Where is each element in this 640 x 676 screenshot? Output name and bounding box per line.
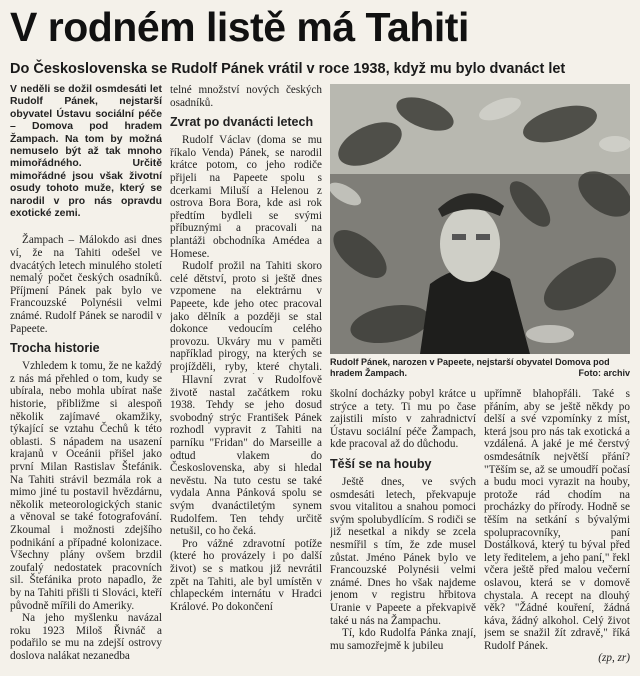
column-4 — [484, 388, 630, 674]
body-paragraph: Pro vážné zdravotní potíže (které ho provázely i po další život) se s matkou již nevrátil zpět na Tahiti, ale byl umístěn v chlapeckém internátu v Hradci Králové. Po dokončení — [170, 537, 322, 613]
caption-text: Rudolf Pánek, narozen v Papeete, nejstarší obyvatel Domova pod hradem Žampach. — [330, 357, 610, 378]
column-1 — [10, 84, 162, 674]
photo-caption — [330, 357, 630, 379]
body-paragraph: Tí, kdo Rudolfa Pánka znají, mu samozřejmě k jubileu — [330, 627, 476, 652]
body-paragraph: Rudolf Václav (doma se mu říkalo Venda) Pánek, se narodil krátce potom, co jeho rodiče přijeli na Papeete spolu s dcerkami Miluší a Helenou z ostrova Bora Bora, kde asi rok předtím bydleli se svými příbuznými a pracovali na plantáži obchodníka Amédea a Homese. — [170, 134, 322, 260]
continued-text: telné množství nových českých osadníků. — [170, 84, 322, 109]
body-paragraph: Hlavní zvrat v Rudolfově životě nastal začátkem roku 1938. Tehdy se jeho dosud svobodný strýc František Pánek rozhodl vypravit z Tahiti na parníku "Fridan" do Marseille a odtud vlakem do Československa, aby si hledal nevěstu. Na tuto cestu se také vydala Anna Pánková spolu se svým dvanáctiletým synem Rudolfem. Ten tehdy určitě netušil, co ho čeká. — [170, 374, 322, 538]
column-2-bottom — [170, 374, 322, 674]
photo-image — [330, 84, 630, 354]
section-heading-mushrooms: Těší se na houby — [330, 456, 432, 471]
section-heading-history: Trocha historie — [10, 341, 100, 356]
continued-text: školní docházky pobyl krátce u strýce a tety. Ti mu po čase zajistili místo v zahradnictví Ústavu sociální péče Žampach, kde pracoval až do důchodu. — [330, 388, 476, 451]
continued-text: upřímně blahopřáli. Také s přáním, aby se ještě někdy po delší a své vzpomínky z míst, která jsou pro nás tak exotická a vzdálená. A jaké je mé čerstvý osmdesátník největší přání? "Těším se, až se umoudří počasí a budu moci vyrazit na houby, protože rád chodím na procházky do přírody. Hodně se těším na setkání s bývalými spolupracovníky, paní Dostálková, který tu býval před lety ředitelem, a jeho paní," řekl včera ještě před malou večerní oslavou, která se v domově chystala. A recept na dlouhý věk? "Žádné kouření, žádná káva, žádný alkohol. Celý život jsem se snažil žít zdravě," říká Rudolf Pánek. — [484, 388, 630, 652]
body-paragraph: Ještě dnes, ve svých osmdesáti letech, překvapuje svou vitalitou a snahou pomoci svým spolubydlícím. S rodiči se již nesetkal a nikdy se zcela nesmířil s tím, že zde musel zůstat. Jméno Pánek bylo ve Francouzské Polynésii velmi známé. Dnes ho však najdeme jenom v registru hřbitova Uranie v Papeete a překvapivě také u nás na Žampachu. — [330, 475, 476, 627]
photo-credit: Foto: archiv — [578, 368, 630, 378]
column-3 — [330, 388, 476, 674]
body-paragraph: Rudolf prožil na Tahiti skoro celé dětství, proto si ještě dnes vzpomene na elektrárnu v Papeete, kde jeho otec pracoval jako dělník a později se stal dokonce vedoucím celého provozu. Ukváry mu v paměti například pirogy, na kterých se projížděli, ryby, které chytali. — [170, 260, 322, 373]
column-2-top — [170, 84, 322, 374]
author-sign: (zp, zr) — [598, 652, 630, 665]
intro-paragraph: Žampach – Málokdo asi dnes ví, že na Tahiti odešel ve dvacátých letech minulého století nemalý počet českých osadníků. Příjmení Pánek pak bylo ve Francouzské Polynésii velmi známé. Rudolf Pánek se narodil v Papeete. — [10, 234, 162, 335]
body-paragraph: Vzhledem k tomu, že ne každý z nás má přehled o tom, kudy se ubírala, nebo mohla ubírat naše historie, přibližme si alespoň několik zajímavé okamžiky, týkající se vztahu Čechů k této oblasti. S nápadem na usazení krajanů v Oceánii přišel jako první Milan Rastislav Štefánik. Na Tahiti strávil bezmála rok a mimo jiné tu postavil hvězdárnu, několik meteorologických stanic a věnoval se také fotografování. Zkoumal i možnosti zdejšího podnikání a případné kolonizace. Všechny plány ovšem brzdil zoufalý nedostatek pracovních sil. Štefánika proto napadlo, že by na Tahiti přišli ti Slováci, kteří původně mířili do Ameriky. — [10, 360, 162, 612]
section-heading-turn: Zvrat po dvanácti letech — [170, 115, 314, 130]
headline: V rodném listě má Tahiti — [10, 4, 469, 50]
lead-paragraph: V neděli se dožil osmdesáti let Rudolf Pánek, nejstarší obyvatel Ústavu sociální péče – Domova pod hradem Žampach. Na tom by možná nemuselo být až tak mnoho mimořádného. Určitě mimořádné jsou však životní osudy tohoto muže, který se narodil v pro nás opravdu exotické zemi. — [10, 84, 162, 220]
portrait-photo — [330, 84, 630, 354]
subheadline: Do Československa se Rudolf Pánek vrátil v roce 1938, když mu bylo dvanáct let — [10, 61, 566, 77]
body-paragraph: Na jeho myšlenku navázal roku 1923 Miloš Řivnáč a podařilo se mu na zdejší ostrovy doslova nalákat nezanedba — [10, 612, 162, 662]
